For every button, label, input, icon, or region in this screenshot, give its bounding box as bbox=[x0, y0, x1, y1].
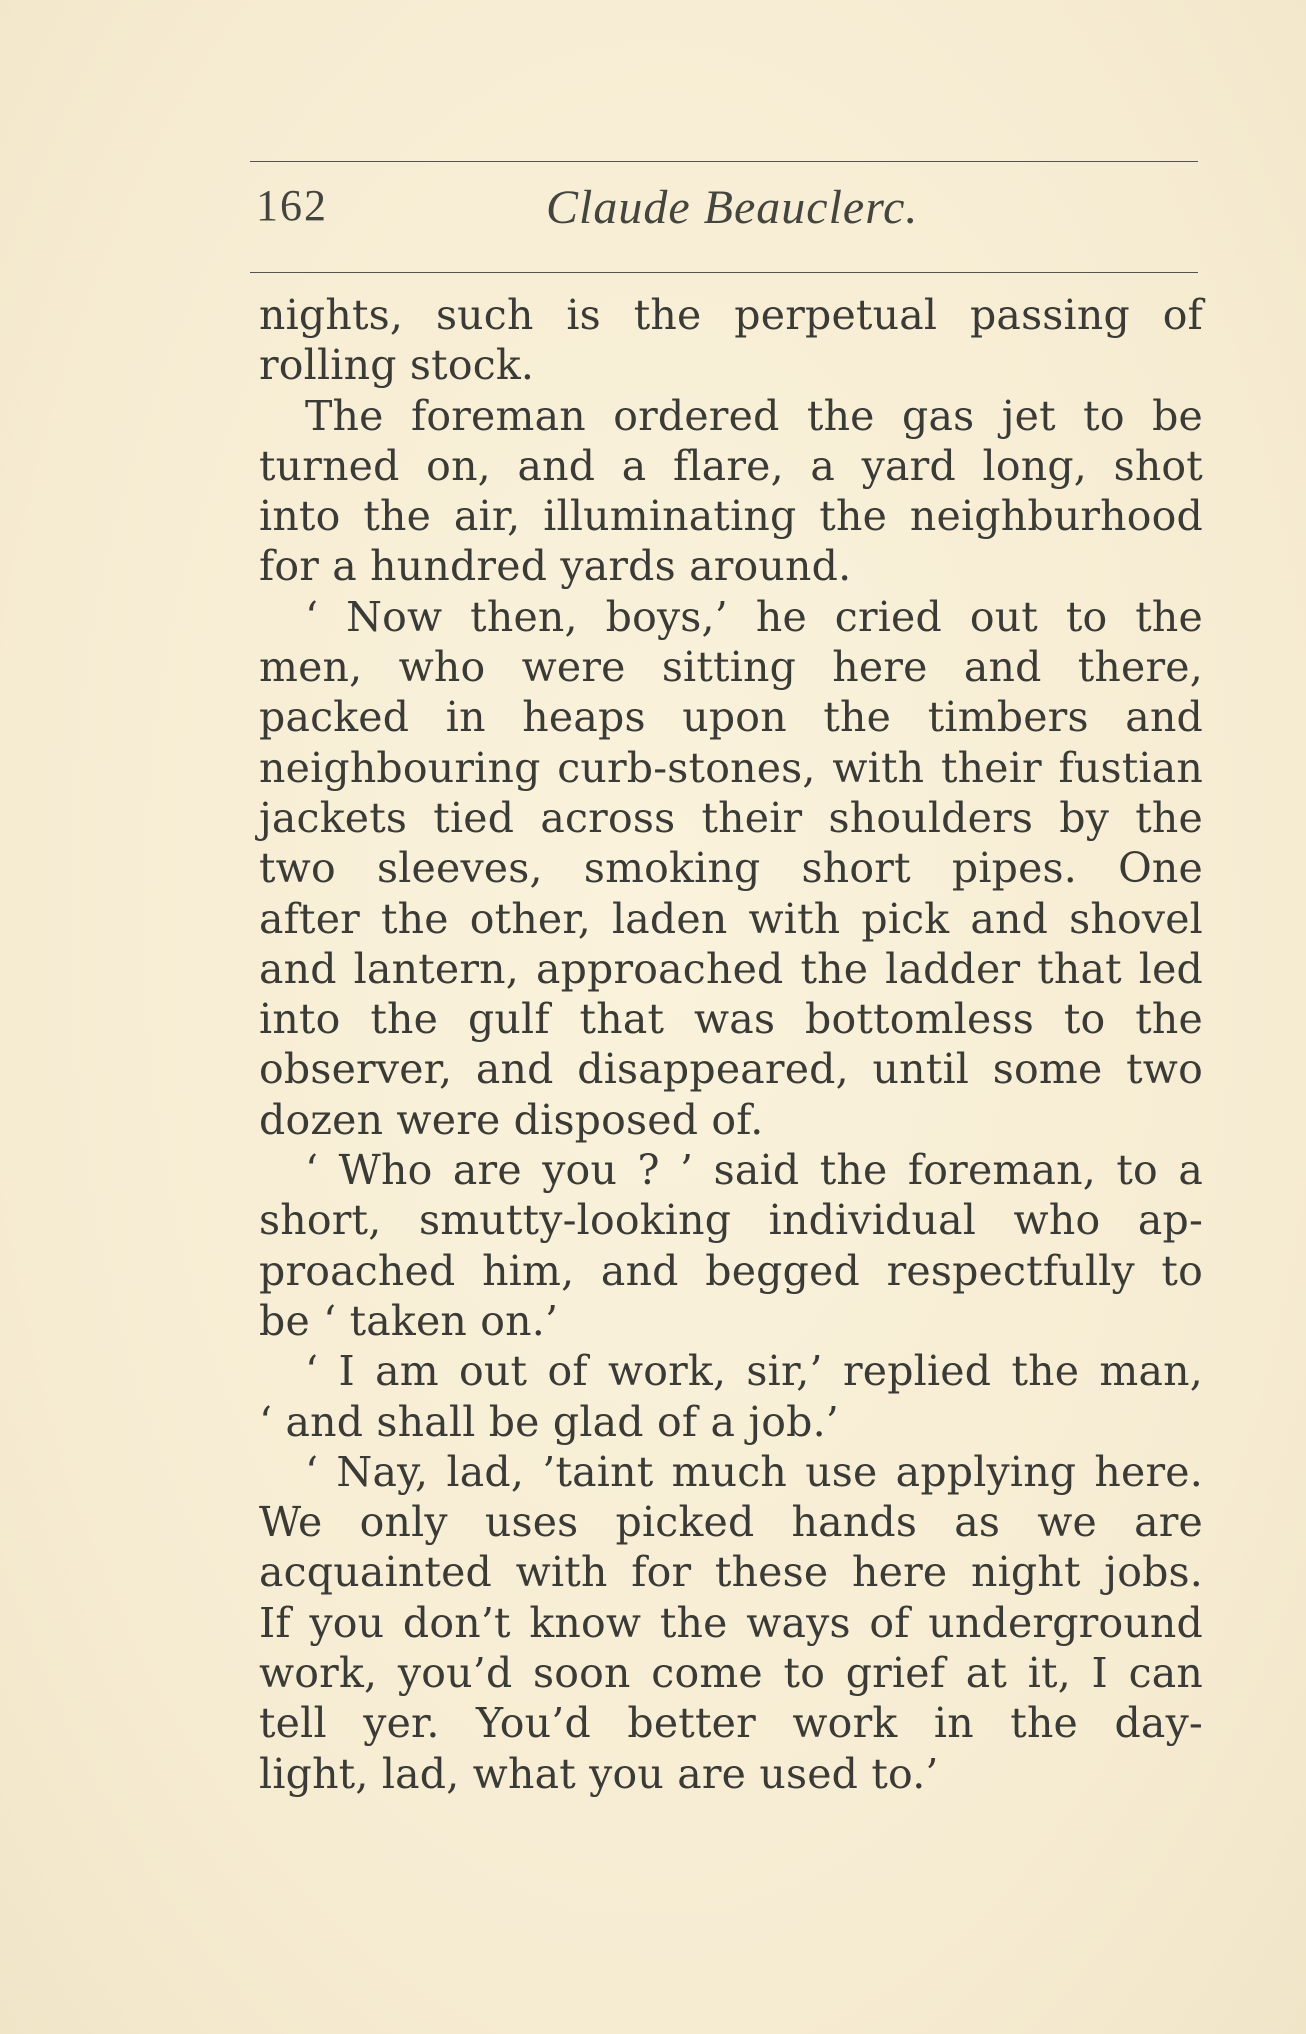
text-line: short, smutty-looking individual who ap- bbox=[259, 1196, 1203, 1245]
text-line: proached him, and begged respectfully to bbox=[259, 1246, 1203, 1295]
text-line: neighbouring curb-stones, with their fustian bbox=[259, 743, 1203, 792]
text-line: and lantern, approached the ladder that led bbox=[259, 944, 1203, 993]
text-line: ‘ Nay, lad, ’taint much use applying here. bbox=[305, 1447, 1203, 1496]
text-line: observer, and disappeared, until some two bbox=[259, 1045, 1203, 1094]
text-line: into the gulf that was bottomless to the bbox=[259, 995, 1203, 1044]
text-line: If you don’t know the ways of underground bbox=[259, 1598, 1203, 1647]
text-line: rolling stock. bbox=[259, 341, 535, 390]
text-line: two sleeves, smoking short pipes. One bbox=[259, 844, 1203, 893]
text-line: packed in heaps upon the timbers and bbox=[259, 693, 1203, 742]
text-line: tell yer. You’d better work in the day- bbox=[259, 1699, 1203, 1748]
text-line: turned on, and a flare, a yard long, shot bbox=[259, 441, 1203, 490]
header-rule-bottom bbox=[250, 272, 1198, 273]
header-rule-top bbox=[250, 161, 1198, 162]
text-line: acquainted with for these here night jobs. bbox=[259, 1548, 1203, 1597]
running-header bbox=[256, 180, 1196, 250]
running-title: Claude Beauclerc. bbox=[546, 181, 919, 234]
text-line: be ‘ taken on.’ bbox=[259, 1296, 559, 1345]
text-line: jackets tied across their shoulders by the bbox=[259, 793, 1203, 842]
text-line: men, who were sitting here and there, bbox=[259, 643, 1203, 692]
text-line: for a hundred yards around. bbox=[259, 542, 852, 591]
body-text bbox=[259, 290, 1203, 1799]
text-line: The foreman ordered the gas jet to be bbox=[305, 391, 1203, 440]
text-line: dozen were disposed of. bbox=[259, 1095, 764, 1144]
text-line: ‘ I am out of work, sir,’ replied the man, bbox=[305, 1347, 1203, 1396]
text-line: ‘ Who are you ? ’ said the foreman, to a bbox=[305, 1146, 1203, 1195]
text-line: ‘ and shall be glad of a job.’ bbox=[259, 1397, 840, 1446]
page-number: 162 bbox=[256, 181, 328, 230]
text-line: We only uses picked hands as we are bbox=[259, 1498, 1203, 1547]
text-line: after the other, laden with pick and shovel bbox=[259, 894, 1203, 943]
text-line: into the air, illuminating the neighburhood bbox=[259, 492, 1203, 541]
text-line: light, lad, what you are used to.’ bbox=[259, 1749, 939, 1798]
text-line: ‘ Now then, boys,’ he cried out to the bbox=[305, 592, 1203, 641]
text-line: work, you’d soon come to grief at it, I can bbox=[259, 1649, 1203, 1698]
text-line: nights, such is the perpetual passing of bbox=[259, 291, 1203, 339]
